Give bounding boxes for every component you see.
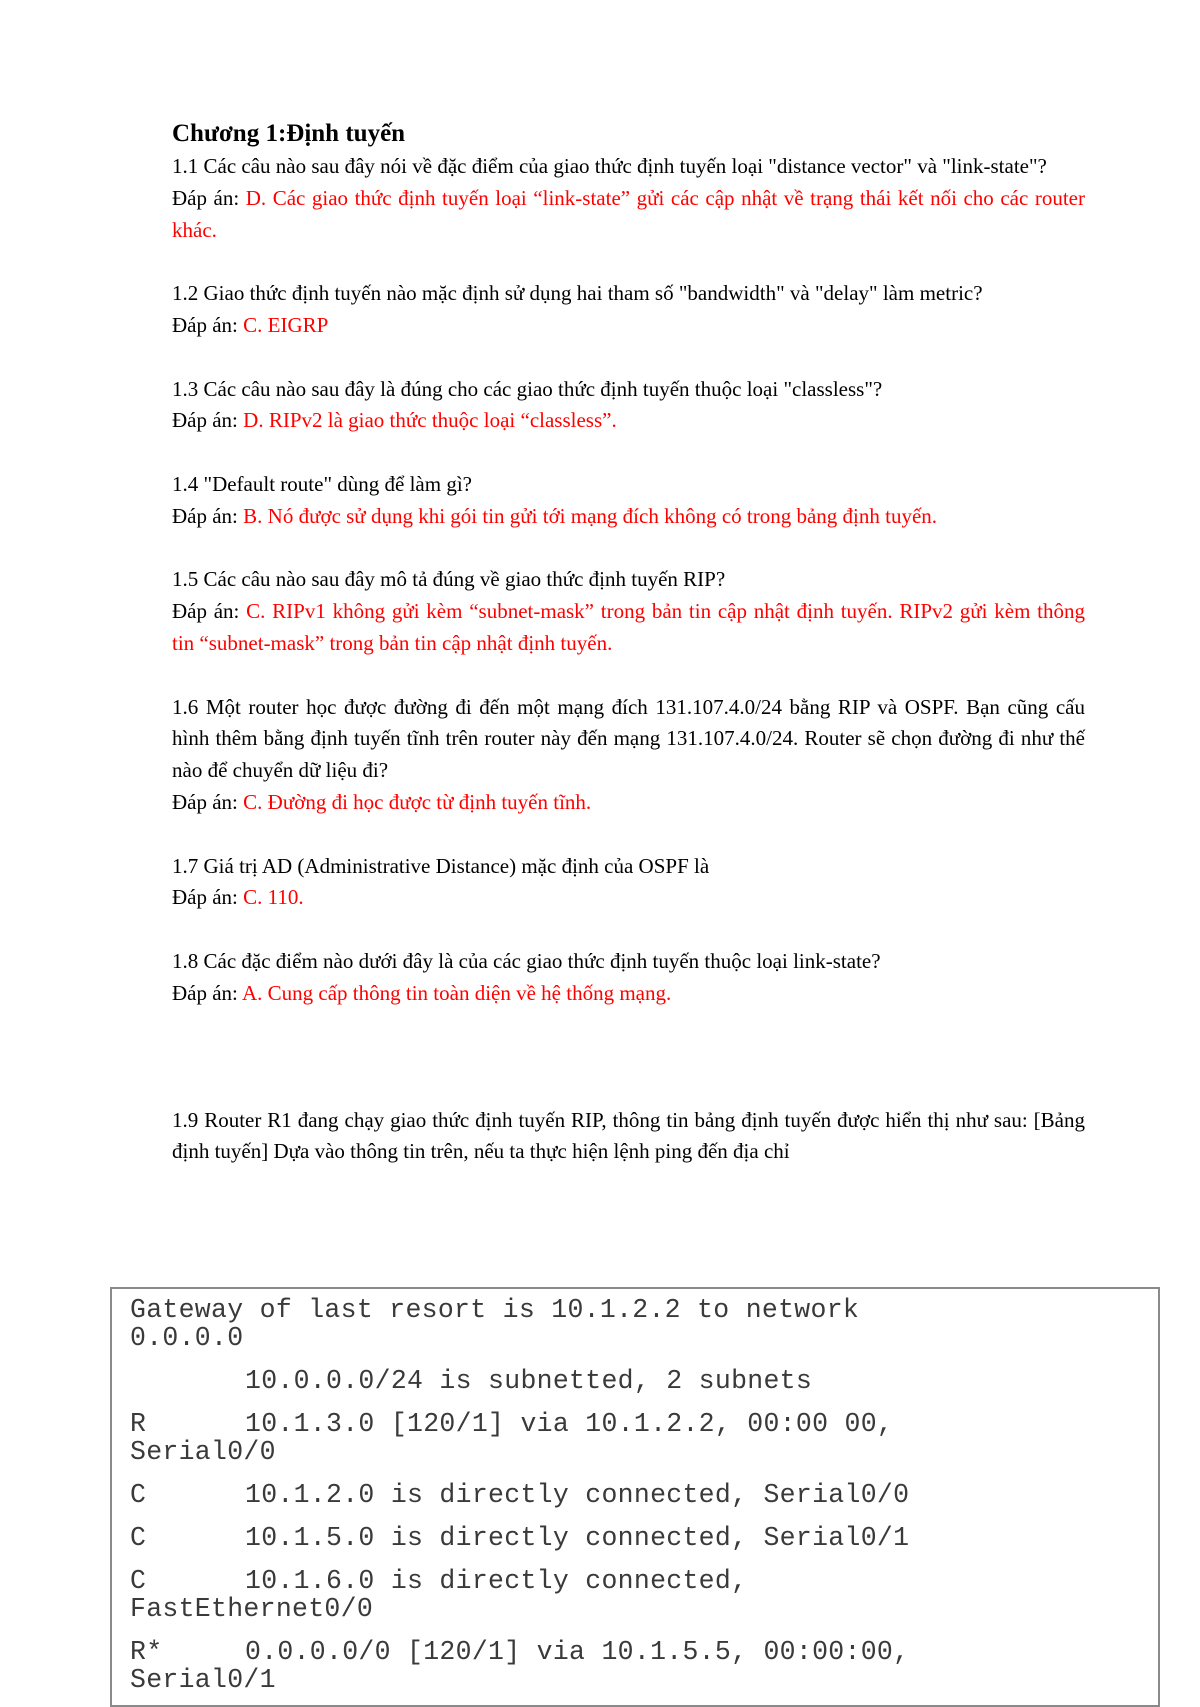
answer-text: B. Nó được sử dụng khi gói tin gửi tới mạng đích không có trong bảng định tuyến. — [243, 503, 938, 528]
answer-text: D. Các giao thức định tuyến loại “link-state” gửi các cập nhật về trạng thái kết nối cho các router khác. — [172, 185, 1085, 242]
answer-line — [172, 978, 1085, 1010]
question-text: 1.7 Giá trị AD (Administrative Distance) mặc định của OSPF là — [172, 853, 710, 878]
answer-line — [172, 596, 1085, 660]
gateway-line: Gateway of last resort is 10.1.2.2 to network — [130, 1295, 860, 1325]
answer-label: Đáp án: — [172, 599, 247, 624]
answer-label: Đáp án: — [172, 789, 244, 814]
answer-text: A. Cung cấp thông tin toàn diện về hệ thống mạng. — [241, 980, 672, 1005]
route-entry — [130, 1524, 1158, 1552]
answer-label: Đáp án: — [172, 408, 244, 433]
answer-line — [172, 183, 1085, 247]
question-text: 1.6 Một router học được đường đi đến một mạng đích 131.107.4.0/24 bằng RIP và OSPF. Bạn cũng cấu hình thêm bằng định tuyến tĩnh trên router này đến mạng 131.107.4.0/24. Router sẽ chọn đường đi như thế nào để chuyển dữ liệu đi? — [172, 694, 1085, 783]
qa-item-1-6 — [172, 692, 1085, 819]
route-code: R — [130, 1409, 147, 1439]
route-entry — [130, 1567, 1158, 1623]
chapter-title: Chương 1:Định tuyến — [172, 120, 406, 147]
qa-item-1-7 — [172, 851, 1085, 915]
question-text: 1.3 Các câu nào sau đây là đúng cho các giao thức định tuyến thuộc loại "classless"? — [172, 376, 883, 401]
route-entry — [130, 1638, 1158, 1694]
answer-label: Đáp án: — [172, 980, 242, 1005]
route-code: C — [130, 1480, 147, 1510]
qa-item-1-4 — [172, 469, 1085, 533]
qa-item-1-5 — [172, 564, 1085, 659]
answer-label: Đáp án: — [172, 185, 246, 210]
question-text: 1.8 Các đặc điểm nào dưới đây là của các giao thức định tuyến thuộc loại link-state? — [172, 948, 881, 973]
route-detail: 10.1.6.0 is directly connected, — [245, 1566, 748, 1596]
route-continuation: FastEthernet0/0 — [130, 1594, 374, 1624]
answer-text: D. RIPv2 là giao thức thuộc loại “classless”. — [243, 408, 617, 433]
qa-item-1-9 — [172, 1105, 1085, 1169]
qa-item-1-3 — [172, 374, 1085, 438]
answer-label: Đáp án: — [172, 312, 244, 337]
answer-label: Đáp án: — [172, 503, 244, 528]
answer-text: C. Đường đi học được từ định tuyến tĩnh. — [243, 789, 592, 814]
qa-item-1-2 — [172, 278, 1085, 342]
document-page — [172, 118, 1085, 1168]
question-text: 1.1 Các câu nào sau đây nói về đặc điểm của giao thức định tuyến loại "distance vector" và "link-state"? — [172, 154, 1047, 178]
answer-line — [172, 882, 1085, 914]
subnet-note — [130, 1367, 1158, 1395]
route-detail: 10.1.2.0 is directly connected, Serial0/0 — [245, 1480, 910, 1510]
route-code: C — [130, 1566, 147, 1596]
question-text: 1.2 Giao thức định tuyến nào mặc định sử dụng hai tham số "bandwidth" và "delay" làm metric? — [172, 281, 983, 306]
answer-text: C. 110. — [243, 885, 304, 910]
route-code: C — [130, 1523, 147, 1553]
answer-line — [172, 405, 1085, 437]
qa-item-1-8 — [172, 946, 1085, 1010]
gateway-line: 0.0.0.0 — [130, 1323, 244, 1353]
route-code: R* — [130, 1637, 163, 1667]
answer-text: C. EIGRP — [243, 312, 329, 337]
answer-label: Đáp án: — [172, 885, 244, 910]
question-text: 1.4 "Default route" dùng để làm gì? — [172, 471, 472, 496]
qa-item-1-1 — [172, 151, 1085, 246]
question-text: 1.5 Các câu nào sau đây mô tả đúng về giao thức định tuyến RIP? — [172, 567, 726, 592]
answer-text: C. RIPv1 không gửi kèm “subnet-mask” trong bản tin cập nhật định tuyến. RIPv2 gửi kèm thông tin “subnet-mask” trong bản tin cập nhật định tuyến. — [172, 599, 1085, 655]
answer-line — [172, 787, 1085, 819]
gateway-of-last-resort — [130, 1296, 1158, 1352]
question-text: 1.9 Router R1 đang chạy giao thức định tuyến RIP, thông tin bảng định tuyến được hiển thị như sau: [Bảng định tuyến] Dựa vào thông tin trên, nếu ta thực hiện lệnh ping đến địa chỉ — [172, 1107, 1085, 1164]
route-detail: 0.0.0.0/0 [120/1] via 10.1.5.5, 00:00:00, — [245, 1637, 910, 1667]
answer-line — [172, 310, 1085, 342]
route-entry — [130, 1481, 1158, 1509]
routing-table-figure — [110, 1287, 1160, 1707]
route-detail: 10.1.3.0 [120/1] via 10.1.2.2, 00:00 00, — [245, 1409, 894, 1439]
route-detail: 10.1.5.0 is directly connected, Serial0/1 — [245, 1523, 910, 1553]
route-continuation: Serial0/1 — [130, 1665, 276, 1695]
subnet-note-text: 10.0.0.0/24 is subnetted, 2 subnets — [245, 1366, 813, 1396]
route-continuation: Serial0/0 — [130, 1437, 276, 1467]
answer-line — [172, 501, 1085, 533]
route-entry — [130, 1410, 1158, 1466]
